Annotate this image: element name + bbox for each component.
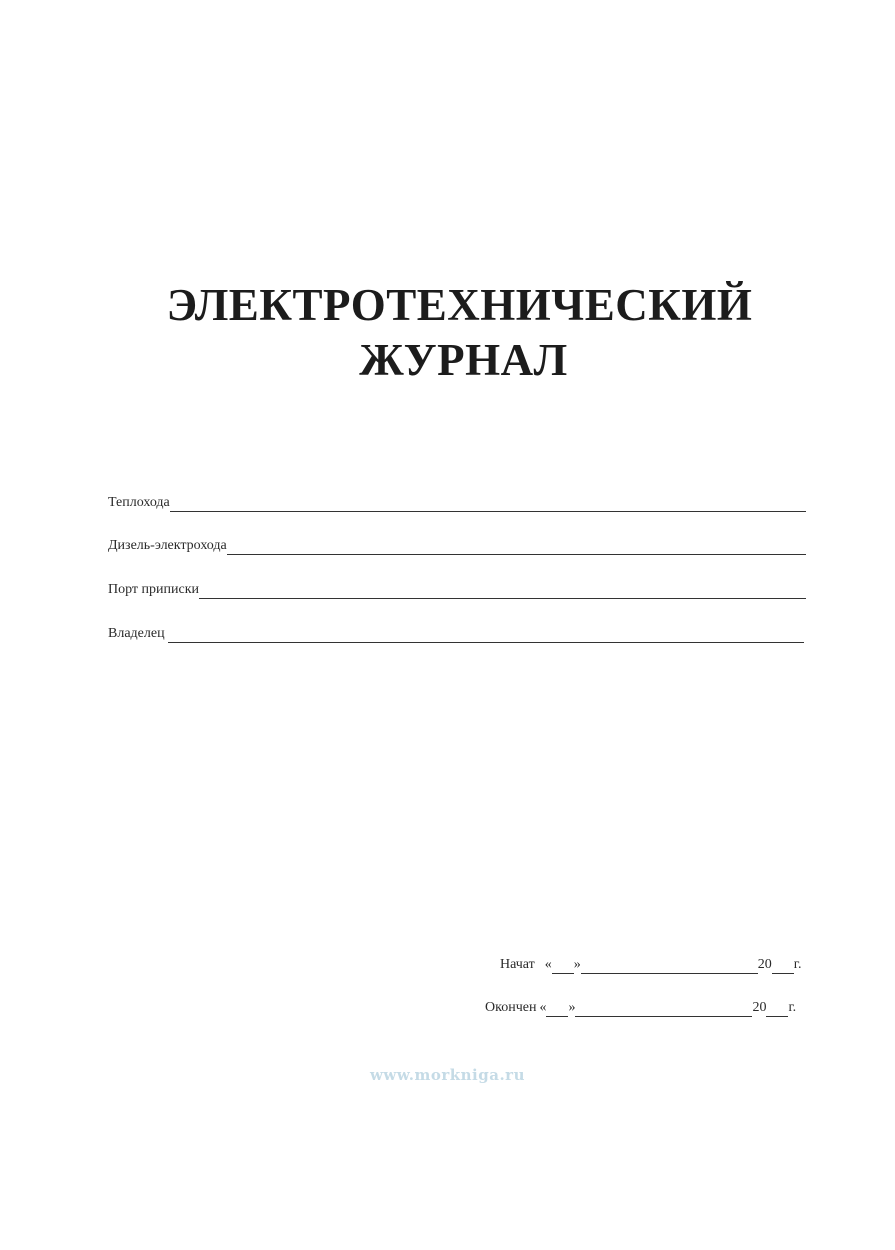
date-finished-open-quote: « [539,1000,547,1015]
field-port-of-registry-blank-line [199,598,806,599]
date-started-row [500,954,801,974]
date-finished-label: Окончен [485,1000,537,1015]
date-finished-close-quote: » [568,1000,576,1015]
date-finished-year-suffix: г. [788,1000,797,1015]
date-started-year-prefix: 20 [757,957,772,972]
document-title-line-1: ЭЛЕКТРОТЕХНИЧЕСКИЙ [166,280,753,330]
field-port-of-registry-label: Порт приписки [108,582,200,597]
document-title-line-2: ЖУРНАЛ [359,335,568,385]
date-finished-year-blank [766,1016,788,1017]
date-started-year-blank [772,973,794,974]
field-owner [108,621,804,643]
field-diesel-electric-ship [108,533,806,555]
field-owner-blank-line [168,642,804,643]
watermark: www.morkniga.ru [370,1066,525,1084]
field-diesel-electric-ship-label: Дизель-электрохода [108,538,227,553]
date-finished-day-blank [546,1016,568,1017]
field-owner-label: Владелец [108,626,169,641]
date-started-day-blank [552,973,574,974]
field-motor-ship [108,490,806,512]
date-finished-month-blank [575,1016,752,1017]
date-started-close-quote: » [573,957,581,972]
field-port-of-registry [108,577,806,599]
date-started-label: Начат [500,957,535,972]
field-motor-ship-blank-line [170,511,806,512]
field-diesel-electric-ship-blank-line [227,554,806,555]
date-started-year-suffix: г. [793,957,802,972]
date-finished-year-prefix: 20 [752,1000,767,1015]
date-started-open-quote: « [544,957,552,972]
date-finished-row [485,997,796,1017]
field-motor-ship-label: Теплохода [108,495,170,510]
date-started-month-blank [581,973,758,974]
